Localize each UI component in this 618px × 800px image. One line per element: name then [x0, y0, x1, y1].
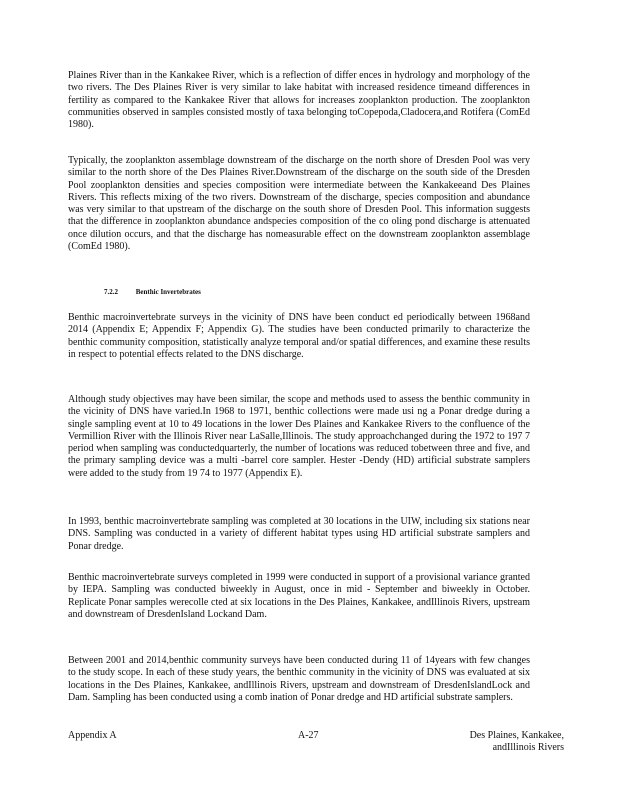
footer-left: Appendix A: [68, 730, 117, 741]
paragraph-7: Between 2001 and 2014,benthic community surveys have been conducted during 11 of 14years with few changes to the study scope. In each of these study years, the benthic community in the vicinity of DNS was evaluated at six locations in the Des Plaines, Kankakee, andIllinois Rivers, upstream and downstream of DresdenIslandLock and Dam. Sampling has been conducted using a comb ination of Ponar dredge and HD artificial substrate samplers.: [68, 655, 530, 703]
paragraph-4: Although study objectives may have been similar, the scope and methods used to assess the benthic community in the vicinity of DNS have varied.In 1968 to 1971, benthic collections were made usi ng a Ponar dredge during a single sampling event at 10 to 49 locations in the lower Des Plaines and Kankakee Rivers to the confluence of the Vermillion River with the Illinois River near LaSalle,Illinois. The study approachchanged during the 1972 to 197 7 period when sampling was conductedquarterly, the number of locations was reduced tobetween three and five, and the primary sampling device was a multi -barrel core sampler. Hester -Dendy (HD) artificial substrate samplers were added to the study from 19 74 to 1977 (Appendix E).: [68, 394, 530, 479]
paragraph-3: Benthic macroinvertebrate surveys in the vicinity of DNS have been conduct ed periodically between 1968and 2014 (Appendix E; Appendix F; Appendix G). The studies have been conducted primarily to characterize the benthic community composition, statistically analyze temporal and/or spatial differences, and examine these results in respect to potential effects related to the DNS discharge.: [68, 312, 530, 360]
paragraph-6: Benthic macroinvertebrate surveys completed in 1999 were conducted in support of a provisional variance granted by IEPA. Sampling was conducted biweekly in August, once in mid - September and biweekly in October. Replicate Ponar samples werecolle cted at six locations in the Des Plaines, Kankakee, andIllinois Rivers, upstream and downstream of DresdenIsland Lockand Dam.: [68, 572, 530, 620]
footer-right: [424, 730, 564, 755]
paragraph-1: Plaines River than in the Kankakee River, which is a reflection of differ ences in hydrology and morphology of the two rivers. The Des Plaines River is very similar to lake habitat with increased residence timeand differences in fertility as compared to the Kankakee River that allows for increases zooplankton production. The zooplankton communities observed in samples consisted mostly of taxa belonging toCopepoda,Cladocera,and Rotifera (ComEd 1980).: [68, 70, 530, 131]
section-title: Benthic Invertebrates: [135, 288, 201, 296]
section-heading: [104, 288, 201, 296]
page-number: A-27: [298, 730, 319, 741]
section-number: 7.2.2: [104, 288, 118, 296]
paragraph-2: Typically, the zooplankton assemblage downstream of the discharge on the north shore of Dresden Pool was very similar to the north shore of the Des Plaines River.Downstream of the discharge on the south side of the Dresden Pool zooplankton densities and species composition were intermediate between the Kankakeeand Des Plaines Rivers. This reflects mixing of the two rivers. Downstream of the discharge, species composition and abundance was very similar to that upstream of the discharge on the south shore of Dresden Pool. This information suggests that the difference in zooplankton abundance andspecies composition of the co oling pond discharge is attenuated once dilution occurs, and that the discharge has nomeasurable effect on the downstream zooplankton assemblage (ComEd 1980).: [68, 155, 530, 253]
paragraph-5: In 1993, benthic macroinvertebrate sampling was completed at 30 locations in the UIW, including six stations near DNS. Sampling was conducted in a variety of different habitat types using HD artificial substrate samplers and Ponar dredge.: [68, 516, 530, 552]
footer-right-line-1: Des Plaines, Kankakee,: [469, 730, 564, 741]
footer-right-line-2: andIllinois Rivers: [492, 742, 564, 754]
